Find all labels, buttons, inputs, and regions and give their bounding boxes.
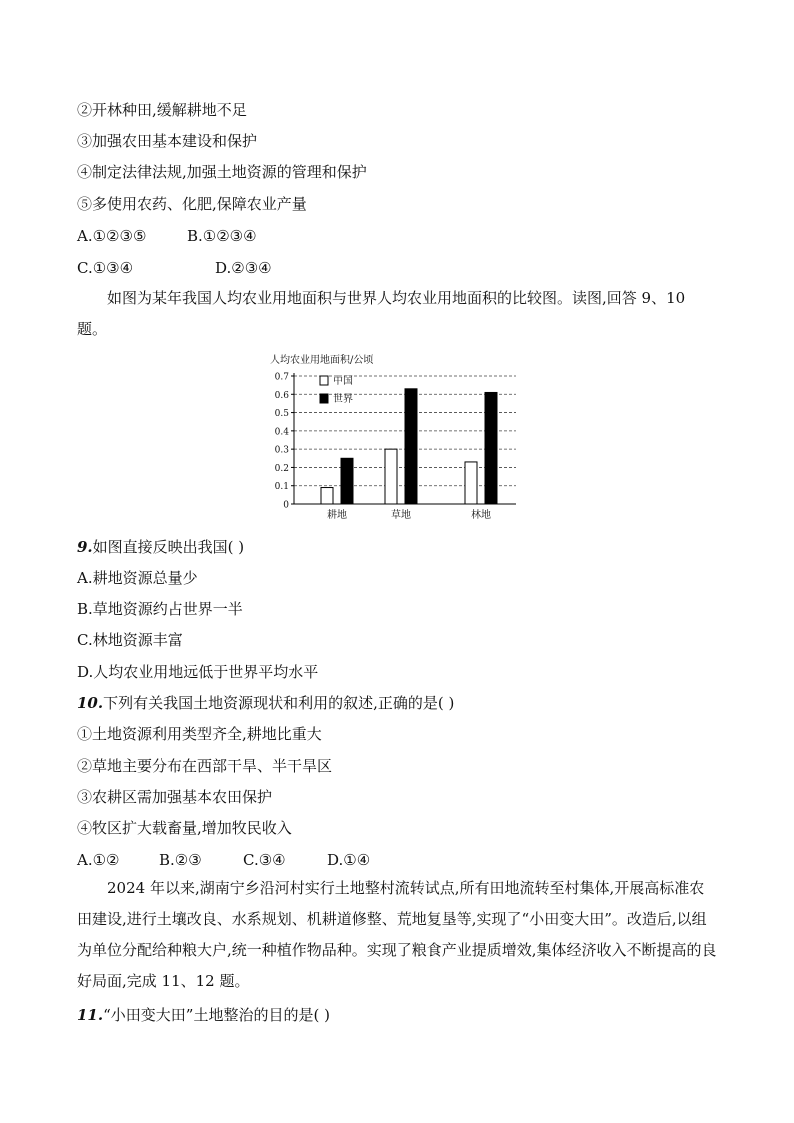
q10-choice-a: A.①② [77, 851, 120, 869]
q10-item-4: ④牧区扩大载畜量,增加牧民收入 [77, 819, 292, 837]
agri-land-chart [268, 352, 524, 524]
chart-x-labels [327, 508, 491, 521]
q8-choice-b: B.①②③④ [187, 227, 257, 245]
q8-choices-row2 [77, 258, 272, 278]
q8-choices-row1 [77, 226, 257, 246]
q8-choice-c: C.①③④ [77, 259, 134, 277]
y-tick-label: 0.5 [274, 409, 289, 420]
q10-choice-c: C.③④ [243, 851, 286, 869]
q10-item-2: ②草地主要分布在西部干旱、半干旱区 [77, 757, 333, 775]
q10-choices-row [77, 850, 370, 870]
y-tick-label: 0.2 [274, 463, 289, 474]
q9-option-a: A.耕地资源总量少 [77, 569, 198, 587]
q9-stem-text: 如图直接反映出我国( ) [92, 538, 245, 556]
bar-china-2 [465, 462, 477, 504]
q10-item-3: ③农耕区需加强基本农田保护 [77, 788, 273, 806]
q10-item-1: ①土地资源利用类型齐全,耕地比重大 [77, 725, 322, 743]
intro-11-12: 2024 年以来,湖南宁乡沿河村实行土地整村流转试点,所有田地流转至村集体,开展高标准农田建设,进行土壤改良、水系规划、机耕道修整、荒地复垦等,实现了“小田变大田”。改造后,以组为单位分配给种粮大户,统一种植作物品种。实现了粮食产业提质增效,集体经济收入不断提高的良好局面,完成 11、12 题。 [77, 879, 717, 990]
bar-china-0 [321, 488, 333, 504]
option-2: ②开林种田,缓解耕地不足 [77, 101, 247, 119]
chart-title: 人均农业用地面积/公顷 [270, 355, 374, 366]
q11-stem [77, 1005, 330, 1025]
q9-option-b: B.草地资源约占世界一半 [77, 600, 243, 618]
x-tick-label: 耕地 [327, 510, 347, 521]
bar-world-1 [405, 389, 417, 504]
chart-bars [321, 389, 497, 504]
q10-stem [77, 693, 454, 713]
q9-number: 9. [77, 538, 93, 556]
q9-option-c: C.林地资源丰富 [77, 631, 183, 649]
x-tick-label: 林地 [471, 510, 491, 521]
option-4: ④制定法律法规,加强土地资源的管理和保护 [77, 163, 367, 181]
q9-option-d: D.人均农业用地远低于世界平均水平 [77, 663, 319, 681]
legend-swatch-world [320, 394, 328, 403]
bar-world-0 [341, 458, 353, 504]
y-tick-label: 0.4 [274, 427, 289, 438]
x-tick-label: 草地 [391, 510, 411, 521]
chart-legend [320, 374, 353, 405]
y-tick-label: 0.3 [274, 445, 289, 456]
q10-choice-d: D.①④ [327, 851, 371, 869]
y-tick-label: 0.1 [274, 482, 289, 493]
intro-9-10: 如图为某年我国人均农业用地面积与世界人均农业用地面积的比较图。读图,回答 9、10 题。 [77, 289, 686, 338]
option-5: ⑤多使用农药、化肥,保障农业产量 [77, 195, 307, 213]
q11-stem-text: “小田变大田”土地整治的目的是( ) [103, 1006, 330, 1024]
legend-label-china: 中国 [333, 376, 353, 387]
q10-number: 10. [77, 694, 104, 712]
option-3: ③加强农田基本建设和保护 [77, 132, 258, 150]
q9-stem [77, 537, 244, 557]
q8-choice-a: A.①②③⑤ [77, 227, 147, 245]
legend-label-world: 世界 [333, 394, 353, 405]
q10-stem-text: 下列有关我国土地资源现状和利用的叙述,正确的是( ) [103, 694, 455, 712]
y-tick-label: 0.7 [274, 372, 289, 383]
y-tick-label: 0.6 [274, 390, 289, 401]
q10-choice-b: B.②③ [159, 851, 202, 869]
q8-choice-d: D.②③④ [215, 259, 272, 277]
y-tick-label: 0 [283, 500, 289, 511]
bar-china-1 [385, 449, 397, 504]
q11-number: 11. [77, 1006, 104, 1024]
legend-swatch-china [320, 376, 328, 385]
chart-y-ticks [275, 373, 294, 511]
bar-world-2 [485, 392, 497, 504]
